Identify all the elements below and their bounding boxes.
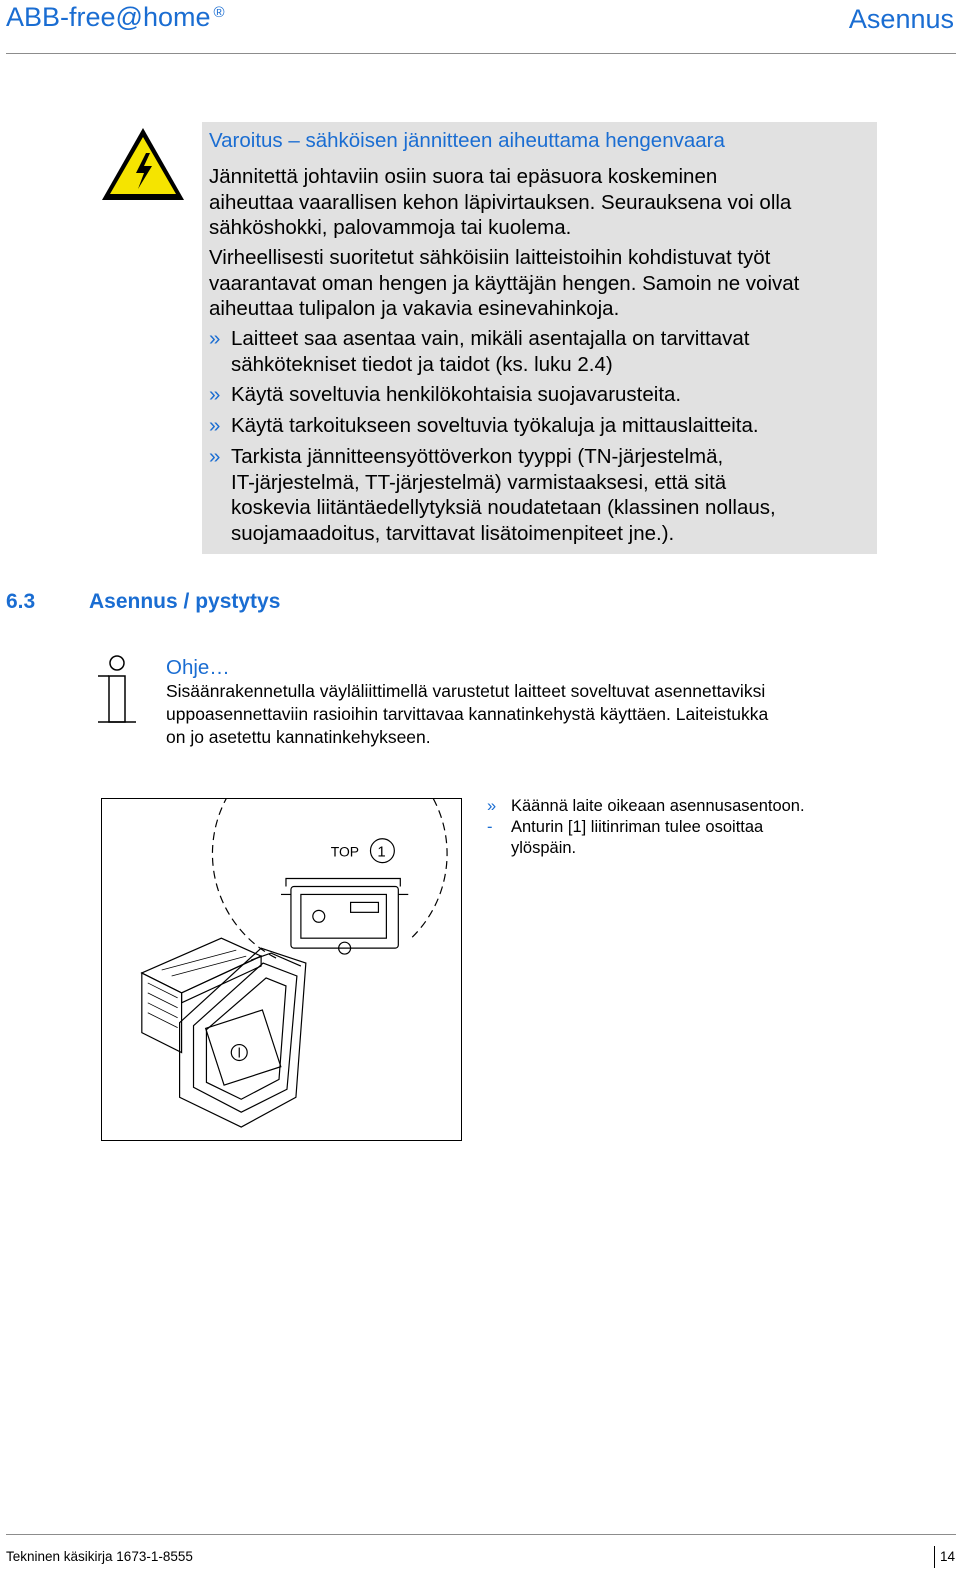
section-number: 6.3 — [6, 590, 36, 613]
header-divider — [6, 53, 956, 54]
note-title: Ohje… — [166, 656, 230, 679]
registered-mark: ® — [213, 4, 225, 21]
bullet-line: Laitteet saa asentaa vain, mikäli asentajalla on tarvittavat — [231, 327, 750, 350]
warning-line: Virheellisesti suoritetut sähköisiin laitteistoihin kohdistuvat työt — [209, 246, 771, 269]
warning-paragraph-2 — [209, 245, 799, 322]
warning-line: Jännitettä johtaviin osiin suora tai epäsuora koskeminen — [209, 165, 718, 188]
warning-line: vaarantavat oman hengen ja käyttäjän hengen. Samoin ne voivat — [209, 271, 800, 295]
bullet-line: suojamaadoitus, tarvittavat lisätoimenpiteet jne.). — [231, 521, 675, 545]
note-line: uppoasennettaviin rasioihin tarvittavaa kannatinkehystä käyttäen. Laiteistukka — [166, 704, 769, 724]
warning-paragraph-1 — [209, 164, 791, 241]
device-installation-illustration — [101, 798, 462, 1141]
footer-separator — [934, 1546, 935, 1568]
bullet-mark: » — [209, 445, 221, 468]
bullet-line: sähkötekniset tiedot ja taidot (ks. luku 2.4) — [231, 352, 613, 376]
step-mark: - — [487, 818, 493, 836]
bullet-line: Käytä tarkoitukseen soveltuvia työkaluja ja mittauslaitteita. — [231, 414, 759, 437]
warning-line: sähköshokki, palovammoja tai kuolema. — [209, 216, 572, 239]
page-number: 14 — [940, 1549, 956, 1564]
callout-number: 1 — [377, 844, 386, 861]
section-heading-title: Asennus / pystytys — [89, 590, 281, 613]
brand-title: ABB-free@home ® — [6, 2, 225, 32]
top-label: TOP — [330, 843, 360, 860]
step-line: Käännä laite oikeaan asennusasentoon. — [511, 797, 805, 815]
note-text — [166, 680, 768, 749]
footer-document-title: Tekninen käsikirja 1673-1-8555 — [6, 1549, 193, 1564]
bullet-mark: » — [209, 327, 221, 350]
bullet-mark: » — [209, 414, 221, 437]
bullet-line: IT-järjestelmä, TT-järjestelmä) varmistaaksesi, että sitä — [231, 470, 727, 494]
warning-line: aiheuttaa tulipalon ja vakavia esinevahinkoja. — [209, 297, 620, 320]
section-title: Asennus — [848, 4, 954, 34]
bullet-line: Tarkista jännitteensyöttöverkon tyyppi (TN-järjestelmä, — [231, 445, 724, 468]
note-line: on jo asetettu kannatinkehykseen. — [166, 727, 431, 747]
warning-title: Varoitus – sähköisen jännitteen aiheuttama hengenvaara — [209, 129, 725, 152]
step-mark: » — [487, 797, 497, 815]
note-line: Sisäänrakennetulla väyläliittimellä varustetut laitteet soveltuvat asennettaviksi — [166, 681, 766, 701]
footer-divider — [6, 1534, 956, 1535]
electrical-hazard-icon — [100, 126, 186, 202]
step-line: ylöspäin. — [511, 839, 577, 857]
bullet-mark: » — [209, 383, 221, 406]
bullet-line: koskevia liitäntäedellytyksiä noudatetaan (klassinen nollaus, — [231, 496, 776, 519]
info-icon — [96, 654, 138, 728]
bullet-line: Käytä soveltuvia henkilökohtaisia suojavarusteita. — [231, 383, 682, 406]
warning-line: aiheuttaa vaarallisen kehon läpivirtauksen. Seurauksena voi olla — [209, 190, 792, 214]
step-line: Anturin [1] liitinriman tulee osoittaa — [511, 818, 764, 836]
